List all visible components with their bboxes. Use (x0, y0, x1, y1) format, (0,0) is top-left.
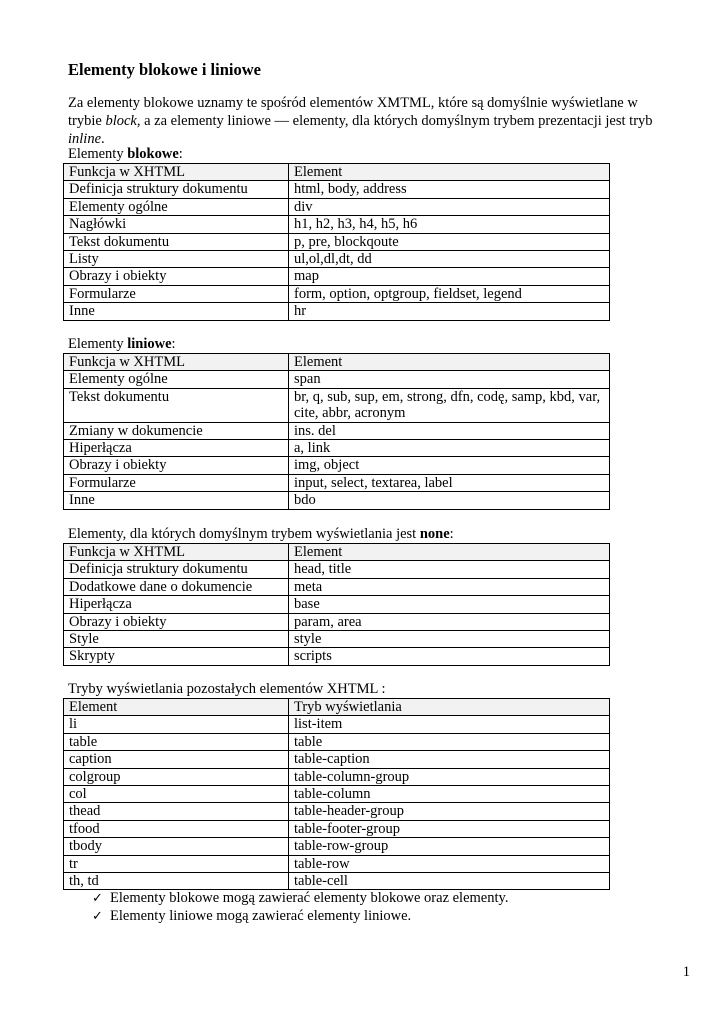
table-row (64, 786, 610, 803)
table-cell: tfood (64, 820, 289, 837)
table-cell: Zmiany w dokumencie (64, 422, 289, 439)
table-cell: Formularze (64, 285, 289, 302)
table-row (64, 733, 610, 750)
table-cell: colgroup (64, 768, 289, 785)
table-cell: Formularze (64, 474, 289, 491)
table-cell: table-row-group (289, 838, 610, 855)
table-row (64, 613, 610, 630)
table-cell: Definicja struktury dokumentu (64, 561, 289, 578)
table-cell: h1, h2, h3, h4, h5, h6 (289, 216, 610, 233)
table-cell: Obrazy i obiekty (64, 457, 289, 474)
table-row (64, 855, 610, 872)
table-row (64, 561, 610, 578)
table-cell: table-row (289, 855, 610, 872)
table-row (64, 768, 610, 785)
table-row (64, 596, 610, 613)
section-caption: Elementy liniowe: (68, 336, 176, 352)
page-title: Elementy blokowe i liniowe (68, 60, 261, 79)
section-caption: Elementy, dla których domyślnym trybem wyświetlania jest none: (68, 526, 454, 542)
table-row (64, 388, 610, 422)
table-header-row (64, 164, 610, 181)
table-cell: Element (289, 544, 610, 561)
table-cell: Skrypty (64, 648, 289, 665)
table-cell: ul,ol,dl,dt, dd (289, 251, 610, 268)
table-row (64, 251, 610, 268)
table-cell: table-footer-group (289, 820, 610, 837)
table-row (64, 440, 610, 457)
table-cell: Funkcja w XHTML (64, 164, 289, 181)
page-number: 1 (682, 964, 690, 980)
table-row (64, 492, 610, 509)
table-cell: table-column (289, 786, 610, 803)
table-row (64, 285, 610, 302)
table-header-row (64, 354, 610, 371)
table-cell: input, select, textarea, label (289, 474, 610, 491)
table-row (64, 751, 610, 768)
table-row (64, 371, 610, 388)
table-cell: col (64, 786, 289, 803)
table-cell: scripts (289, 648, 610, 665)
table-cell: table-header-group (289, 803, 610, 820)
table-row (64, 233, 610, 250)
table-cell: Element (289, 164, 610, 181)
table-cell: table-column-group (289, 768, 610, 785)
table-cell: Funkcja w XHTML (64, 544, 289, 561)
list-item: ✓ Elementy liniowe mogą zawierać elementy liniowe. (92, 907, 412, 924)
table-cell: Tryb wyświetlania (289, 699, 610, 716)
table-cell: Elementy ogólne (64, 198, 289, 215)
table-cell: map (289, 268, 610, 285)
table-cell: li (64, 716, 289, 733)
table-cell: a, link (289, 440, 610, 457)
table-cell: div (289, 198, 610, 215)
inline-elements-table (63, 353, 610, 510)
table-cell: base (289, 596, 610, 613)
table-cell: form, option, optgroup, fieldset, legend (289, 285, 610, 302)
table-cell: Hiperłącza (64, 440, 289, 457)
table-cell: table (64, 733, 289, 750)
table-cell: head, title (289, 561, 610, 578)
table-cell: Element (289, 354, 610, 371)
table-cell: Inne (64, 303, 289, 320)
table-cell: span (289, 371, 610, 388)
table-cell: table-cell (289, 873, 610, 890)
table-row (64, 820, 610, 837)
table-cell: br, q, sub, sup, em, strong, dfn, codę, samp, kbd, var, cite, abbr, acronym (289, 388, 610, 422)
table-cell: th, td (64, 873, 289, 890)
table-cell: ins. del (289, 422, 610, 439)
table-row (64, 216, 610, 233)
table-cell: tr (64, 855, 289, 872)
table-cell: param, area (289, 613, 610, 630)
table-cell: Obrazy i obiekty (64, 268, 289, 285)
list-item: ✓ Elementy blokowe mogą zawierać elementy blokowe oraz elementy. (92, 890, 509, 906)
display-modes-table (63, 698, 610, 890)
table-row (64, 474, 610, 491)
table-cell: tbody (64, 838, 289, 855)
table-row (64, 838, 610, 855)
table-cell: Elementy ogólne (64, 371, 289, 388)
notes-list (92, 890, 508, 925)
table-row (64, 181, 610, 198)
table-cell: hr (289, 303, 610, 320)
table-header-row (64, 699, 610, 716)
section-caption: Elementy blokowe: (68, 146, 183, 162)
table-row (64, 803, 610, 820)
table-cell: p, pre, blockqoute (289, 233, 610, 250)
table-cell: Hiperłącza (64, 596, 289, 613)
table-row (64, 268, 610, 285)
table-cell: html, body, address (289, 181, 610, 198)
section-caption: Tryby wyświetlania pozostałych elementów XHTML : (68, 681, 386, 697)
table-cell: list-item (289, 716, 610, 733)
table-row (64, 631, 610, 648)
table-cell: thead (64, 803, 289, 820)
table-cell: Tekst dokumentu (64, 388, 289, 422)
table-cell: table-caption (289, 751, 610, 768)
table-row (64, 873, 610, 890)
table-row (64, 198, 610, 215)
table-row (64, 716, 610, 733)
table-cell: meta (289, 578, 610, 595)
table-cell: Style (64, 631, 289, 648)
table-cell: img, object (289, 457, 610, 474)
table-row (64, 303, 610, 320)
table-cell: Tekst dokumentu (64, 233, 289, 250)
table-cell: Inne (64, 492, 289, 509)
table-cell: Funkcja w XHTML (64, 354, 289, 371)
table-cell: bdo (289, 492, 610, 509)
table-cell: Definicja struktury dokumentu (64, 181, 289, 198)
check-icon: ✓ (92, 908, 103, 924)
table-cell: Element (64, 699, 289, 716)
table-cell: Dodatkowe dane o dokumencie (64, 578, 289, 595)
check-icon: ✓ (92, 891, 103, 906)
table-cell: style (289, 631, 610, 648)
table-cell: table (289, 733, 610, 750)
table-row (64, 422, 610, 439)
none-display-elements-table (63, 543, 610, 666)
table-row (64, 578, 610, 595)
table-row (64, 457, 610, 474)
table-cell: Obrazy i obiekty (64, 613, 289, 630)
table-cell: Nagłówki (64, 216, 289, 233)
table-cell: Listy (64, 251, 289, 268)
intro-paragraph: Za elementy blokowe uznamy te spośród elementów XMTML, które są domyślnie wyświetlane w trybie block, a za elementy liniowe — elementy, dla których domyślnym trybem prezentacji jest tryb inline. (68, 95, 653, 147)
table-row (64, 648, 610, 665)
block-elements-table (63, 163, 610, 321)
table-cell: caption (64, 751, 289, 768)
table-header-row (64, 544, 610, 561)
